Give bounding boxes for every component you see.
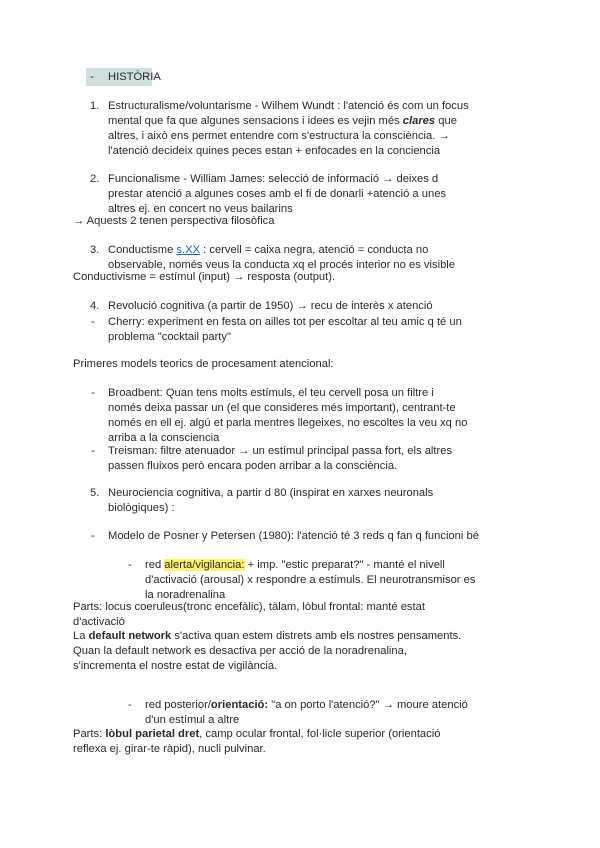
default-network-line-3: s'incrementa el nostre estat de vigilància. <box>73 660 278 672</box>
section-3-number: 3. <box>90 244 100 256</box>
default-network-line-1 <box>73 629 461 644</box>
default-network-pre: La <box>73 630 89 642</box>
alerta-line-3: la noradrenalina <box>145 589 226 601</box>
parts-2-pre: Parts: <box>73 728 106 740</box>
section-2-line-1: Funcionalisme - William James: selecció de informació → deixes d <box>108 173 439 185</box>
default-network-line-2: Quan la default network es desactiva per acció de la noradrenalina, <box>73 645 407 657</box>
posterior-line-2: d'un estímul a altre <box>145 714 240 726</box>
section-3-post: : cervell = caixa negra, atenció = conducta no <box>200 244 429 256</box>
heading-marker: - <box>90 71 94 83</box>
section-2-number: 2. <box>90 173 100 185</box>
cherry-line-2: problema "cocktail party" <box>108 331 231 343</box>
treisman-line-1: Treisman: filtre atenuador → un estímul principal passa fort, els altres <box>108 445 453 457</box>
heading-title: HISTÒRIA <box>108 71 161 83</box>
posterior-bold: orientació: <box>210 699 269 711</box>
treisman-line-2: passen fluixos però encara poden arribar a la consciència. <box>108 460 398 472</box>
cherry-line-1: Cherry: experiment en festa on ailles tot per escoltar al teu amic q té un <box>108 316 462 328</box>
section-1-line-2-text: mental que fa que algunes sensacions i idees es vejin més <box>108 115 403 127</box>
default-network-bold: default network <box>88 630 172 642</box>
posterior-post: "a on porto l'atenció?" → moure atenció <box>268 699 468 711</box>
section-2-note: → Aquests 2 tenen perspectiva filosòfica <box>73 215 275 227</box>
sxx-link[interactable]: s.XX <box>176 244 201 256</box>
parts-1-line-2: d'activació <box>73 616 125 628</box>
section-1-number: 1. <box>90 100 100 112</box>
section-2-line-2: prestar atenció a algunes coses amb el fi de donarli +atenció a unes <box>108 188 447 200</box>
section-4-line: Revolució cognitiva (a partir de 1950) → recu de interès x atenció <box>108 300 433 312</box>
emphasis-clares: clares <box>402 115 436 127</box>
alerta-highlight: alerta/vigilancia: <box>164 559 245 571</box>
cherry-dash: - <box>91 316 95 328</box>
section-1-line-2-tail: que <box>435 115 457 127</box>
posterior-pre: red posterior/ <box>145 699 211 711</box>
section-3-pre: Conductisme <box>108 244 177 256</box>
section-1-line-4: l'atenció decideix quines peces estan + enfocades en la conciencia <box>108 145 441 157</box>
parts-2-line-2: reflexa ej. girar-te ràpid), nucli pulvinar. <box>73 743 266 755</box>
section-5-line-2: biològiques) : <box>108 502 175 514</box>
models-title: Primeres models teorics de procesament atencional: <box>73 358 334 370</box>
treisman-dash: - <box>91 445 95 457</box>
default-network-post: s'activa quan estem distrets amb els nostres pensaments. <box>171 630 462 642</box>
broadbent-line-1: Broadbent: Quan tens molts estímuls, el teu cervell posa un filtre i <box>108 387 434 399</box>
section-1-line-2 <box>108 114 457 129</box>
broadbent-dash: - <box>91 387 95 399</box>
posterior-line-1 <box>145 698 468 713</box>
posner-line: Modelo de Posner y Petersen (1980): l'atenció té 3 reds q fan q funcioni bé <box>108 530 479 542</box>
alerta-post: + imp. "estic preparat?" - manté el nivell <box>244 559 445 571</box>
alerta-line-2: d'activació (arousal) x respondre a estímuls. El neurotransmisor es <box>145 574 476 586</box>
posterior-dash: - <box>128 699 132 711</box>
parts-2-bold: lòbul parietal dret <box>105 728 200 740</box>
posner-dash: - <box>91 530 95 542</box>
section-1-line-3: altres, i això ens permet entendre com s'estructura la consciència. → <box>108 130 450 142</box>
section-5-number: 5. <box>90 487 100 499</box>
alerta-line-1 <box>145 558 445 573</box>
section-1-line-1: Estructuralisme/voluntarisme - Wilhem Wundt : l'atenció és com un focus <box>108 100 469 112</box>
section-3-line-2: observable, només veus la conducta xq el procés interior no es visible <box>108 259 455 271</box>
broadbent-line-2: només deixa passar un (el que consideres més important), centrant-te <box>108 402 456 414</box>
section-3-note: Conductivisme = estímul (input) → resposta (output). <box>73 271 336 283</box>
section-5-line-1: Neurociencia cognitiva, a partir d 80 (inspirat en xarxes neuronals <box>108 487 434 499</box>
parts-2-line-1 <box>73 727 440 742</box>
section-2-line-3: altres ej. en concert no veus bailarins <box>108 203 293 215</box>
section-4-number: 4. <box>90 300 100 312</box>
section-3-line-1 <box>108 243 428 258</box>
alerta-dash: - <box>128 559 132 571</box>
broadbent-line-3: només en ell ej. algú et parla mentres llegeixes, no escoltes la veu xq no <box>108 417 468 429</box>
parts-2-post: , camp ocular frontal, fol·licle superior (orientació <box>199 728 441 740</box>
broadbent-line-4: arriba a la consciencia <box>108 432 220 444</box>
alerta-pre: red <box>145 559 165 571</box>
parts-1-line-1: Parts: locus coeruleus(tronc encefàlic), tàlam, lòbul frontal: manté estat <box>73 601 425 613</box>
